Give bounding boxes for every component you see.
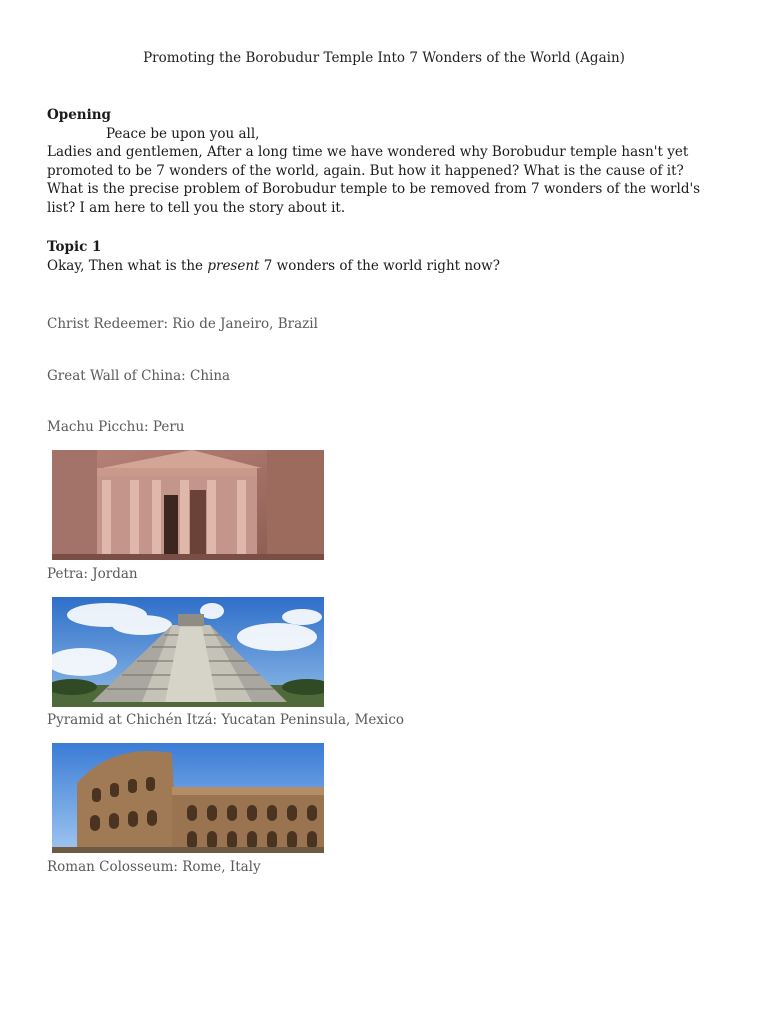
opening-heading: Opening [47,107,111,123]
topic1-question [47,257,717,276]
topic1-heading: Topic 1 [47,239,102,255]
wonder-colosseum: Roman Colosseum: Rome, Italy [47,859,261,875]
document-title: Promoting the Borobudur Temple Into 7 Wonders of the World (Again) [143,50,625,66]
petra-photo [52,450,324,560]
topic1-section [47,238,717,275]
opening-section [47,106,717,218]
wonder-chichen-itza: Pyramid at Chichén Itzá: Yucatan Peninsula, Mexico [47,712,405,728]
wonder-christ-redeemer: Christ Redeemer: Rio de Janeiro, Brazil [47,316,318,332]
wonder-petra: Petra: Jordan [47,566,138,582]
topic1-question-emphasis: present [207,257,260,274]
wonder-great-wall: Great Wall of China: China [47,368,231,384]
opening-greeting: Peace be upon you all, [106,125,260,142]
chichen-itza-photo [52,597,324,707]
opening-paragraph: Ladies and gentlemen, After a long time we have wondered why Borobudur temple hasn't yet promoted to be 7 wonders of the world, again. But how it happened? What is the cause of it? What is the precise problem of Borobudur temple to be removed from 7 wonders of the world's list? I am here to tell you the story about it. [47,144,701,216]
topic1-question-end: 7 wonders of the world right now? [259,257,500,274]
wonder-machu-picchu: Machu Picchu: Peru [47,419,185,435]
colosseum-photo [52,743,324,853]
topic1-question-start: Okay, Then what is the [47,257,208,274]
